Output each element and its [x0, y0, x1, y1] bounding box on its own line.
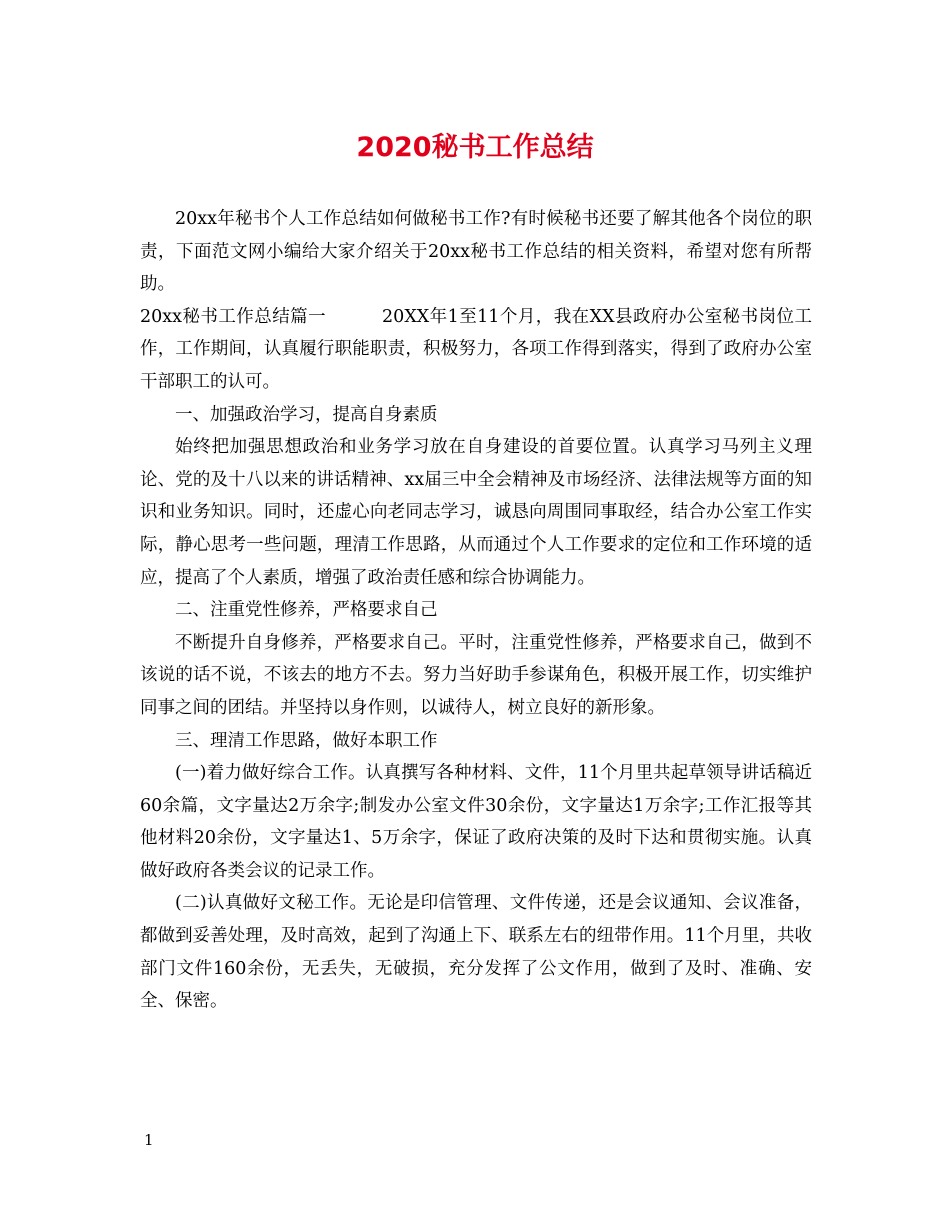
paragraph-political-study: 始终把加强思想政治和业务学习放在自身建设的首要位置。认真学习马列主义理论、党的及十八以来的讲话精神、xx届三中全会精神及市场经济、法律法规等方面的知识和业务知识。同时，还虚心向老同志学习，诚恳向周围同事取经，结合办公室工作实际，静心思考一些问题，理清工作思路，从而通过个人工作要求的定位和工作环境的适应，提高了个人素质，增强了政治责任感和综合协调能力。	[140, 437, 812, 588]
heading-political-study: 一、加强政治学习，提高自身素质	[175, 404, 438, 425]
document-body	[140, 203, 812, 1018]
heading-work-thinking: 三、理清工作思路，做好本职工作	[175, 730, 438, 751]
paragraph-party-cultivation: 不断提升自身修养，严格要求自己。平时，注重党性修养，严格要求自己，做到不该说的话不说，不该去的地方不去。努力当好助手参谋角色，积极开展工作，切实维护同事之间的团结。并坚持以身作则，以诚待人，树立良好的新形象。	[140, 632, 812, 718]
paragraph-secretarial-work: (二)认真做好文秘工作。无论是印信管理、文件传递，还是会议通知、会议准备，都做到妥善处理，及时高效，起到了沟通上下、联系左右的纽带作用。11个月里，共收部门文件160余份，无丢失，无破损，充分发挥了公文作用，做到了及时、准确、安全、保密。	[140, 893, 812, 1012]
paragraph-comprehensive-work: (一)着力做好综合工作。认真撰写各种材料、文件，11个月里共起草领导讲话稿近60余篇，文字量达2万余字;制发办公室文件30余份，文字量达1万余字;工作汇报等其他材料20余份，文字量达1、5万余字，保证了政府决策的及时下达和贯彻实施。认真做好政府各类会议的记录工作。	[140, 763, 812, 881]
page-number: 1	[144, 1131, 154, 1149]
section-one-paragraph	[140, 301, 812, 399]
heading-party-cultivation: 二、注重党性修养，严格要求自己	[175, 600, 438, 621]
intro-paragraph: 20xx年秘书个人工作总结如何做秘书工作?有时候秘书还要了解其他各个岗位的职责，下面范文网小编给大家介绍关于20xx秘书工作总结的相关资料，希望对您有所帮助。	[140, 209, 812, 295]
section-one-text: 20XX年1至11个月，我在XX县政府办公室秘书岗位工作，工作期间，认真履行职能职责，积极努力，各项工作得到落实，得到了政府办公室干部职工的认可。	[140, 306, 812, 392]
document-title: 2020秘书工作总结	[356, 132, 594, 163]
section-one-heading: 20xx秘书工作总结篇一	[140, 306, 327, 327]
